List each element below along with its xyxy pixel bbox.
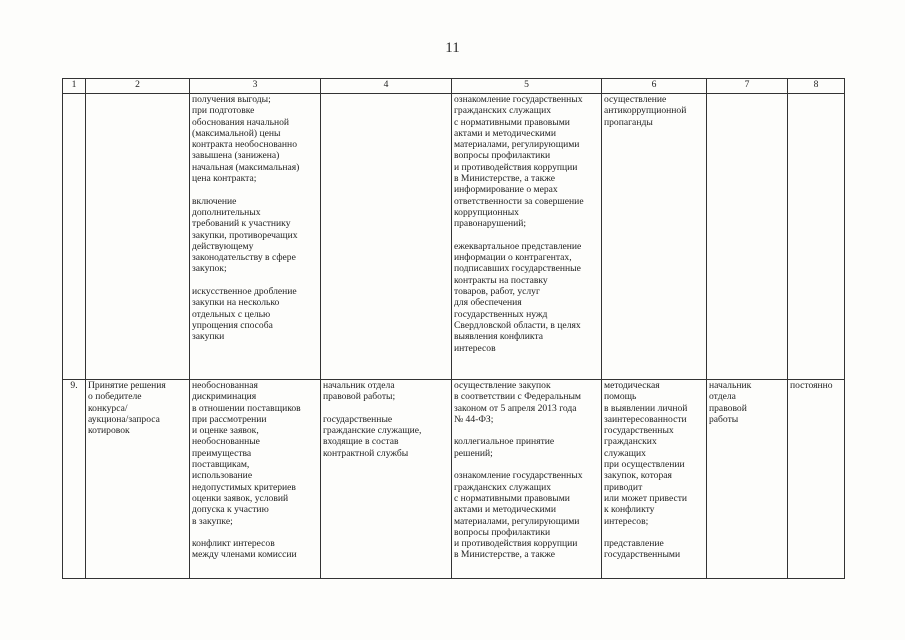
responsible-cell <box>707 94 788 380</box>
cell-line: котировок <box>88 425 130 437</box>
cell-line: с нормативными правовыми <box>454 492 570 504</box>
cell-line: постоянно <box>790 380 833 391</box>
cell-line: дискриминация <box>192 391 257 403</box>
cell-line: заинтересованности <box>604 413 687 425</box>
cell-line: начальник <box>709 380 752 391</box>
column-header: 1 <box>63 79 86 94</box>
cell-line: гражданских служащих <box>454 481 552 493</box>
cell-line: подписавших государственные <box>454 263 581 275</box>
cell-line: в отношении поставщиков <box>192 402 301 414</box>
cell-line: с нормативными правовыми <box>454 116 570 128</box>
cell-line: отдельных с целью <box>192 308 271 320</box>
cell-line: отдела <box>709 391 736 403</box>
cell-line: необоснованные <box>192 436 260 448</box>
cell-line <box>323 403 449 414</box>
cell-line: необоснованная <box>192 380 258 391</box>
cell-line: для обеспечения <box>454 297 522 309</box>
cell-line: использование <box>192 470 253 482</box>
cell-line: Свердловской области, в целях <box>454 319 581 331</box>
cell-line: ознакомление государственных <box>454 94 583 105</box>
process-cell <box>86 94 190 380</box>
cell-line: требований к участнику <box>192 218 291 230</box>
proposals-cell <box>602 380 707 579</box>
cell-line: закупок; <box>192 263 227 275</box>
cell-line <box>192 275 318 286</box>
column-header: 6 <box>602 79 707 94</box>
cell-line: работы <box>709 413 739 425</box>
cell-line: в Министерстве, а также <box>454 173 555 185</box>
column-number-row <box>63 79 845 94</box>
cell-line: начальная (максимальная) <box>192 161 300 173</box>
cell-line: в выявлении личной <box>604 402 688 414</box>
cell-line: закупки на несколько <box>192 297 280 309</box>
cell-line: и противодействия коррупции <box>454 161 578 173</box>
cell-line: информирование о мерах <box>454 184 558 196</box>
cell-line: ответственности за совершение <box>454 195 584 207</box>
cell-line: получения выгоды; <box>192 94 271 105</box>
cell-line: закупки <box>192 331 225 343</box>
cell-line: решений; <box>454 447 493 459</box>
cell-line: служащих <box>604 447 646 459</box>
cell-line: осуществление закупок <box>454 380 551 391</box>
cell-line <box>604 527 704 538</box>
cell-line: контрактной службы <box>323 447 409 459</box>
cell-line: правовой <box>709 402 747 414</box>
cell-line: преимущества <box>192 447 252 459</box>
cell-line: о победителе <box>88 391 142 403</box>
cell-line: актами и методическими <box>454 504 557 516</box>
column-header: 5 <box>452 79 602 94</box>
cell-line: в соответствии с Федеральным <box>454 391 581 403</box>
cell-line: законодательству в сфере <box>192 252 296 264</box>
cell-line: при рассмотрении <box>192 413 267 425</box>
cell-line: выявления конфликта <box>454 331 544 343</box>
cell-line: закупки, противоречащих <box>192 229 298 241</box>
cell-line: антикоррупционной <box>604 105 687 117</box>
cell-line <box>454 230 599 241</box>
cell-line: государственных <box>604 425 674 437</box>
column-header: 2 <box>86 79 190 94</box>
cell-line: недопустимых критериев <box>192 481 296 493</box>
cell-line: поставщикам, <box>192 459 250 471</box>
cell-line: начальник отдела <box>323 380 395 391</box>
cell-line: представление <box>604 538 664 550</box>
cell-line: при осуществлении <box>604 459 685 471</box>
cell-line <box>454 459 599 470</box>
cell-line: ежеквартальное представление <box>454 240 582 252</box>
cell-line <box>454 425 599 436</box>
cell-line: гражданских служащих <box>454 105 552 117</box>
cell-line: материалами, регулирующими <box>454 139 580 151</box>
column-header: 3 <box>190 79 321 94</box>
process-cell <box>86 380 190 579</box>
responsible-cell <box>707 380 788 579</box>
cell-line: обоснования начальной <box>192 116 290 128</box>
cell-line: коллегиальное принятие <box>454 436 555 448</box>
cell-line: действующему <box>192 240 254 252</box>
cell-line <box>192 527 318 538</box>
table-row <box>63 380 845 579</box>
cell-line: государственных нужд <box>454 308 548 320</box>
cell-line: дополнительных <box>192 206 261 218</box>
cell-line: контракты на поставку <box>454 274 548 286</box>
cell-line: пропаганды <box>604 116 653 128</box>
row-number: 9. <box>63 380 86 579</box>
cell-line: завышена (занижена) <box>192 150 280 162</box>
document-table <box>62 78 845 579</box>
cell-line: и противодействия коррупции <box>454 538 578 550</box>
cell-line: гражданские служащие, <box>323 425 422 437</box>
cell-line: информации о контрагентах, <box>454 252 572 264</box>
column-header: 8 <box>788 79 845 94</box>
proposals-cell <box>602 94 707 380</box>
cell-line: искусственное дробление <box>192 286 297 298</box>
column-header: 7 <box>707 79 788 94</box>
cell-line: цена контракта; <box>192 173 257 185</box>
cell-line: в закупке; <box>192 515 233 527</box>
cell-line: допуска к участию <box>192 504 269 516</box>
cell-line: вопросы профилактики <box>454 526 551 538</box>
cell-line: приводит <box>604 481 643 493</box>
cell-line: (максимальной) цены <box>192 127 281 139</box>
cell-line: между членами комиссии <box>192 549 297 561</box>
cell-line: входящие в состав <box>323 436 399 448</box>
cell-line: товаров, работ, услуг <box>454 286 540 298</box>
deadline-cell <box>788 94 845 380</box>
cell-line: при подготовке <box>192 105 255 117</box>
cell-line: коррупционных <box>454 206 519 218</box>
page-number: 11 <box>445 40 460 56</box>
cell-line: закупок, которая <box>604 470 672 482</box>
cell-line: материалами, регулирующими <box>454 515 580 527</box>
cell-line: аукциона/запроса <box>88 413 160 425</box>
cell-line: гражданских <box>604 436 657 448</box>
cell-line: интересов; <box>604 515 649 527</box>
cell-line: ознакомление государственных <box>454 470 583 482</box>
cell-line: или может привести <box>604 492 688 504</box>
cell-line: правонарушений; <box>454 218 527 230</box>
measures-cell <box>452 380 602 579</box>
cell-line: упрощения способа <box>192 319 273 331</box>
table-row <box>63 94 845 380</box>
cell-line: государственными <box>604 549 681 561</box>
cell-line: правовой работы; <box>323 391 396 403</box>
cell-line: конкурса/ <box>88 402 128 414</box>
cell-line: законом от 5 апреля 2013 года <box>454 402 577 414</box>
risk-description-cell <box>190 94 321 380</box>
cell-line: № 44-ФЗ; <box>454 413 494 425</box>
cell-line: Принятие решения <box>88 380 166 391</box>
cell-line: в Министерстве, а также <box>454 549 555 561</box>
cell-line: актами и методическими <box>454 127 557 139</box>
column-header: 4 <box>321 79 452 94</box>
cell-line: интересов <box>454 342 496 354</box>
cell-line: контракта необоснованно <box>192 139 297 151</box>
cell-line: вопросы профилактики <box>454 150 551 162</box>
cell-line <box>192 184 318 195</box>
cell-line: методическая <box>604 380 660 391</box>
measures-cell <box>452 94 602 380</box>
deadline-cell <box>788 380 845 579</box>
cell-line: государственные <box>323 413 393 425</box>
positions-cell <box>321 94 452 380</box>
cell-line: помощь <box>604 391 637 403</box>
cell-line: конфликт интересов <box>192 538 275 550</box>
cell-line: к конфликту <box>604 504 655 516</box>
cell-line: и оценке заявок, <box>192 425 259 437</box>
cell-line: оценки заявок, условий <box>192 492 289 504</box>
row-number <box>63 94 86 380</box>
risk-description-cell <box>190 380 321 579</box>
cell-line: осуществление <box>604 94 667 105</box>
cell-line: включение <box>192 195 237 207</box>
positions-cell <box>321 380 452 579</box>
